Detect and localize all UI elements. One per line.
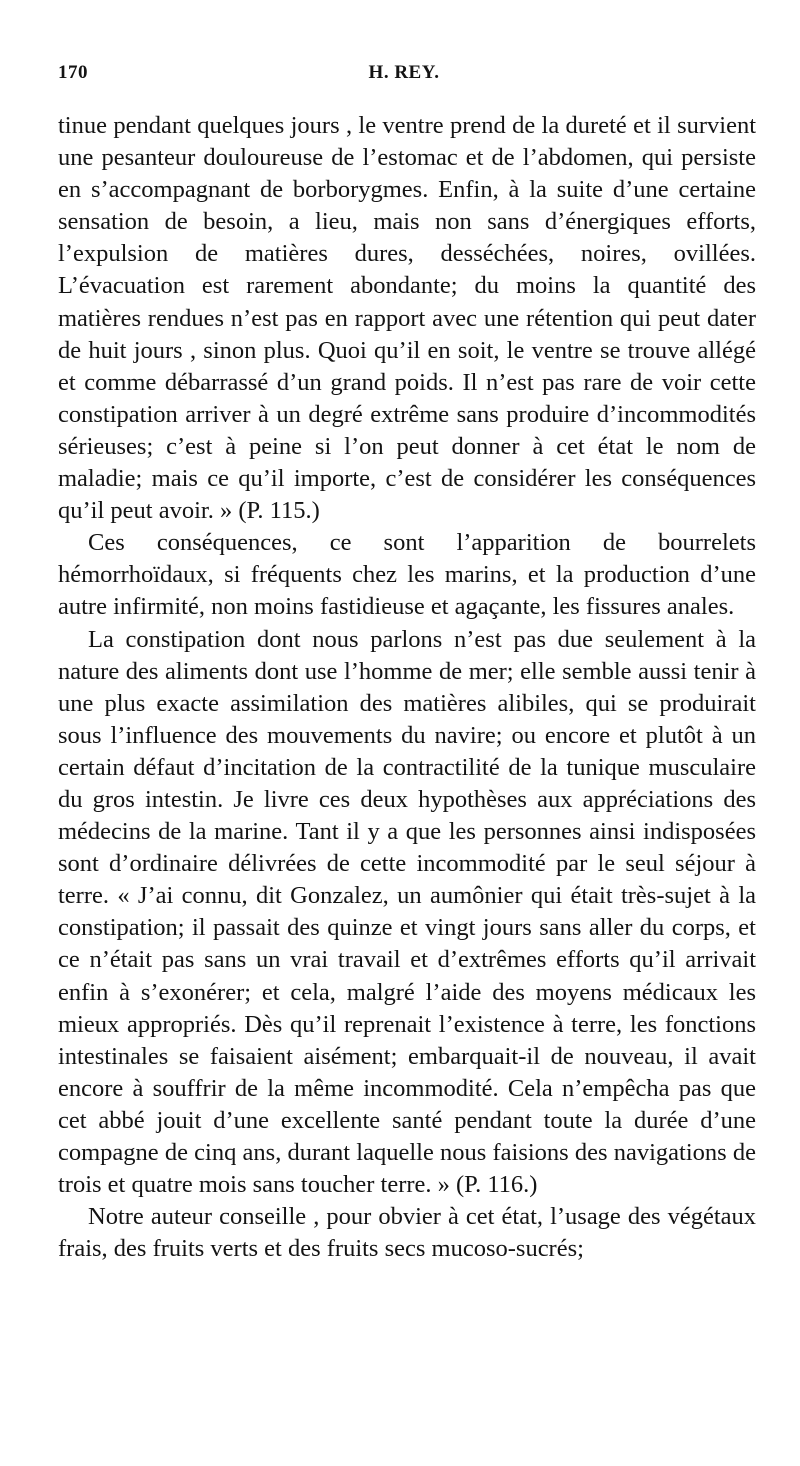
paragraph-continuation: tinue pendant quelques jours , le ventre prend de la dureté et il survient une pesanteur douloureuse de l’estomac et de l’abdomen, qui persiste en s’accompagnant de borborygmes. Enfin, à la suite d’une certaine sensation de besoin, a lieu, mais non sans d’énergiques efforts, l’expulsion de matières dures, desséchées, noires, ovillées. L’évacuation est rarement abondante; du moins la quantité des matières rendues n’est pas en rapport avec une rétention qui peut dater de huit jours , sinon plus. Quoi qu’il en soit, le ventre se trouve allégé et comme débarrassé d’un grand poids. Il n’est pas rare de voir cette constipation arriver à un degré extrême sans produire d’incommodités sérieuses; c’est à peine si l’on peut donner à cet état le nom de maladie; mais ce qu’il importe, c’est de considérer les conséquences qu’il peut avoir. » (P. 115.) (58, 112, 756, 525)
body-text (58, 110, 756, 1265)
running-head: H. REY. (368, 62, 440, 83)
paragraph: Notre auteur conseille , pour obvier à cet état, l’usage des végétaux frais, des fruits verts et des fruits secs mucoso-sucrés; (58, 1203, 756, 1263)
paragraph: Ces conséquences, ce sont l’apparition de bourrelets hémorrhoïdaux, si fréquents chez les marins, et la production d’une autre infirmité, non moins fastidieuse et agaçante, les fissures anales. (58, 529, 756, 621)
page-number: 170 (58, 62, 88, 83)
paragraph: La constipation dont nous parlons n’est pas due seulement à la nature des aliments dont use l’homme de mer; elle semble aussi tenir à une plus exacte assimilation des matières alibiles, qui se produirait sous l’influence des mouvements du navire; ou encore et plutôt à un certain défaut d’incitation de la contractilité de la tunique musculaire du gros intestin. Je livre ces deux hypothèses aux appréciations des médecins de la marine. Tant il y a que les personnes ainsi indisposées sont d’ordinaire délivrées de cette incommodité par le seul séjour à terre. « J’ai connu, dit Gonzalez, un aumônier qui était très-sujet à la constipation; il passait des quinze et vingt jours sans aller du corps, et ce n’était pas sans un vrai travail et d’extrêmes efforts qu’il arrivait enfin à s’exonérer; et cela, malgré l’aide des moyens médicaux les mieux appropriés. Dès qu’il reprenait l’existence à terre, les fonctions intestinales se faisaient aisément; embarquait-il de nouveau, il avait encore à souffrir de la même incommodité. Cela n’empêcha pas que cet abbé jouit d’une excellente santé pendant toute la durée d’une compagne de cinq ans, durant laquelle nous faisions des navigations de trois et quatre mois sans toucher terre. » (P. 116.) (58, 625, 756, 1199)
page-header (58, 62, 750, 92)
